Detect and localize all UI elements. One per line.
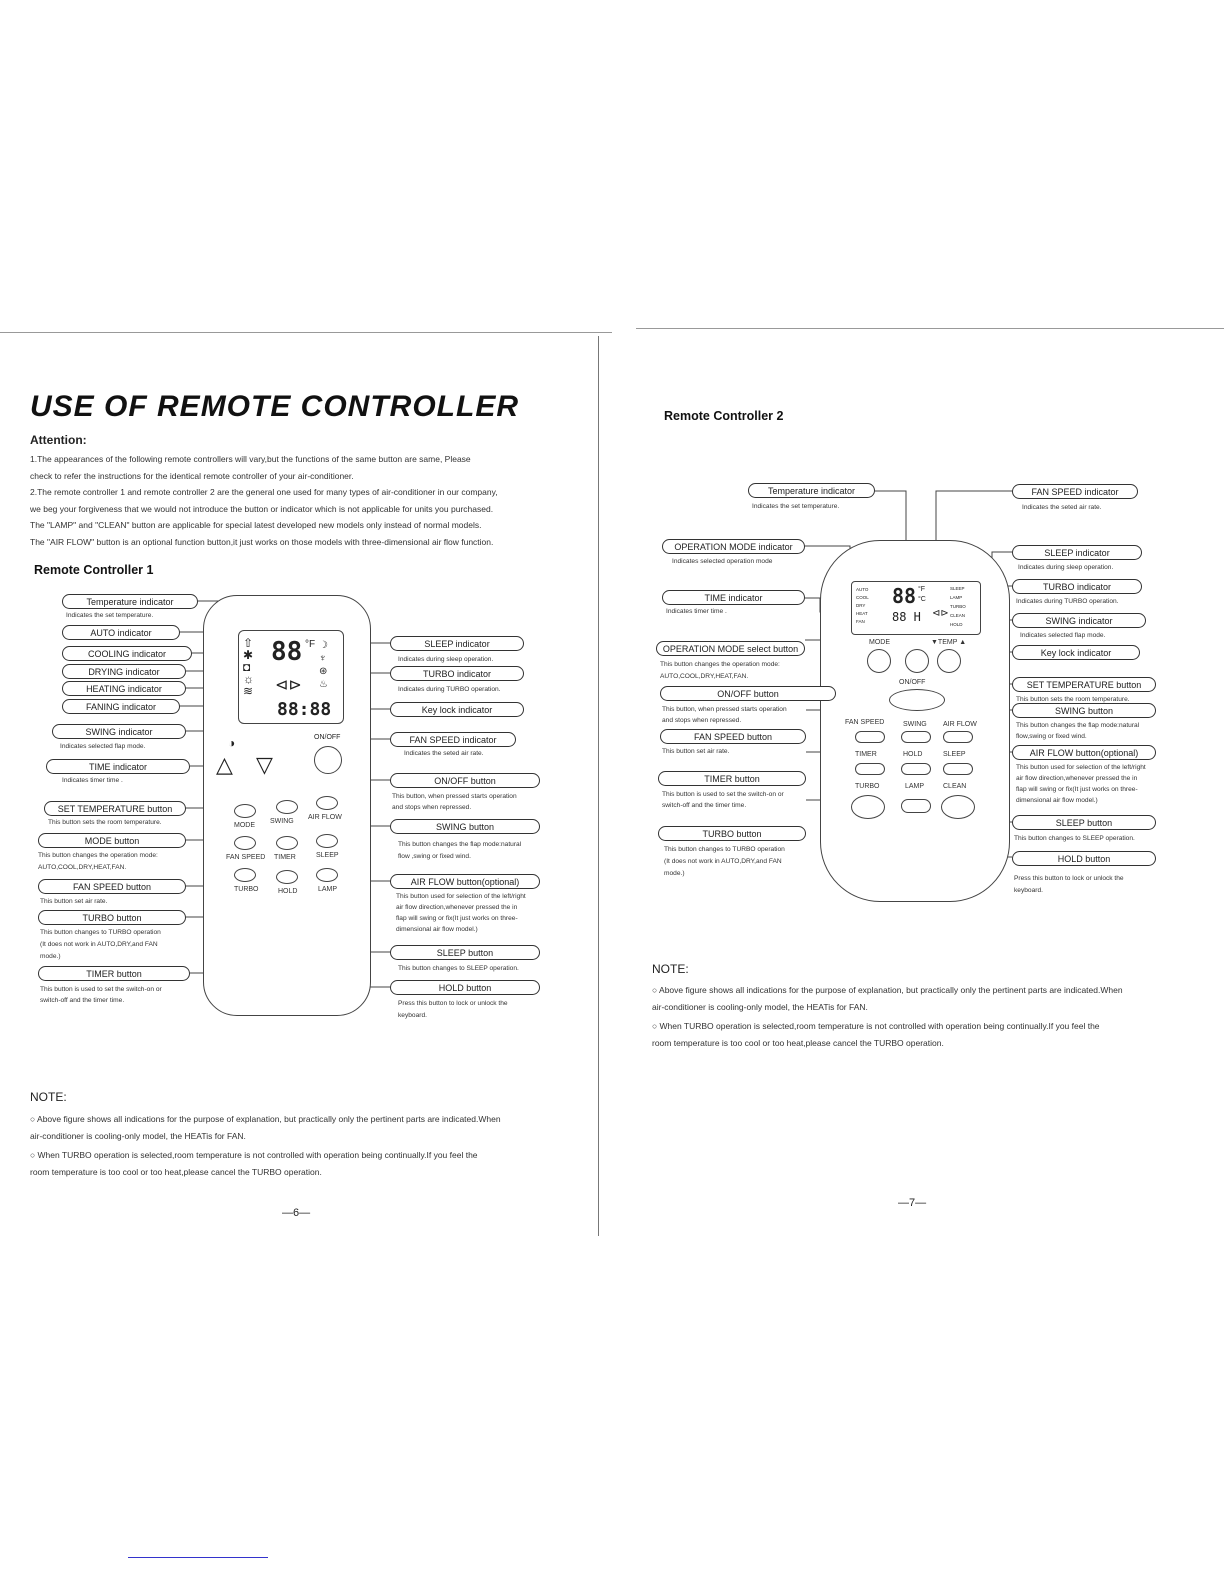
rc1-hold-button-desc1: Press this button to lock or unlock the [398, 1000, 508, 1007]
note-heading-right: NOTE: [652, 962, 689, 976]
rc2-onoff-button-label: ON/OFF button [660, 686, 836, 701]
rc1-settemp-button-label: SET TEMPERATURE button [44, 801, 186, 816]
remote-controller-1 [203, 595, 371, 1016]
rc2-swing-indicator-desc: Indicates selected flap mode. [1020, 632, 1106, 639]
rc2-timer-button-label: TIMER button [658, 771, 806, 786]
note-line: room temperature is too cool or too heat,please cancel the TURBO operation. [652, 1038, 944, 1048]
rc2-temp-indicator-desc: Indicates the set temperature. [752, 503, 840, 510]
rc2-airflow-button-desc2: air flow direction,whenever pressed the in [1016, 775, 1138, 782]
rc1-sleep-button[interactable] [316, 834, 338, 848]
rc1-fanspeed-label: FAN SPEED [226, 854, 266, 861]
rc2-turbo-label: TURBO [855, 783, 880, 790]
rc1-hold-label: HOLD [278, 888, 298, 895]
temp-down-button[interactable]: ▽ [256, 752, 273, 777]
rc1-turbo-button-desc2: (It does not work in AUTO,DRY,and FAN [40, 941, 158, 948]
rc1-temp-indicator-label: Temperature indicator [62, 594, 198, 609]
rc2-temp-down-button[interactable] [905, 649, 929, 673]
rc1-lamp-button[interactable] [316, 868, 338, 882]
rc2-keylock-indicator-label: Key lock indicator [1012, 645, 1140, 660]
rc1-hold-button[interactable] [276, 870, 298, 884]
rc1-fanspeed-button-label: FAN SPEED button [38, 879, 186, 894]
rc1-lcd-unit: °F [305, 639, 316, 650]
rc2-mode-list: AUTO COOL DRY HEAT FAN [856, 587, 869, 624]
rc1-mode-icons: ⇧ ✱ ◘ ☼ ≋ [243, 636, 254, 698]
fan-swing-icon: ⊲⊳ [275, 677, 302, 694]
rc1-mode-label: MODE [234, 822, 255, 829]
rc1-timer-button-label: TIMER button [38, 966, 190, 981]
rc2-hold-button[interactable] [901, 763, 931, 775]
rc1-airflow-button-label: AIR FLOW button(optional) [390, 874, 540, 889]
rc1-lcd-temp: 88 [271, 637, 303, 667]
rc1-drying-indicator-label: DRYING indicator [62, 664, 186, 679]
rc2-hold-button-desc1: Press this button to lock or unlock the [1014, 875, 1124, 882]
rc1-sleep-button-desc: This button changes to SLEEP operation. [398, 965, 519, 972]
rc1-swing-indicator-desc: Indicates selected flap mode. [60, 743, 146, 750]
rc2-lcd-temp: 88 [892, 584, 917, 608]
rc1-turbo-indicator-desc: Indicates during TURBO operation. [398, 686, 501, 693]
rc1-sleep-button-label: SLEEP button [390, 945, 540, 960]
rc2-lcd-unit-c: °C [918, 596, 926, 603]
temp-up-button[interactable]: △ [216, 752, 233, 777]
note-line: air-conditioner is cooling-only model, the HEATis for FAN. [652, 1002, 868, 1012]
rc2-lcd [851, 581, 981, 635]
rc2-sleep-button-label: SLEEP button [1012, 815, 1156, 830]
remote-controller-2 [820, 540, 1010, 902]
rc2-swing-button-desc2: flow,swing or fixed wind. [1016, 733, 1087, 740]
rc1-turbo-button[interactable] [234, 868, 256, 882]
note-line: room temperature is too cool or too heat,please cancel the TURBO operation. [30, 1167, 322, 1177]
rc1-time-indicator-desc: Indicates timer time . [62, 777, 123, 784]
rc2-swing-indicator-label: SWING indicator [1012, 613, 1146, 628]
rc1-timer-label: TIMER [274, 854, 296, 861]
rc2-temp-up-button[interactable] [937, 649, 961, 673]
rc1-turbo-button-desc1: This button changes to TURBO operation [40, 929, 161, 936]
rc2-opmode-indicator-desc: Indicates selected operation mode [672, 558, 773, 565]
rc1-hold-button-label: HOLD button [390, 980, 540, 995]
rc1-fanspeed-indicator-label: FAN SPEED indicator [390, 732, 516, 747]
rc2-side-list: SLEEP LAMP TURBO CLEAN HOLD [950, 586, 966, 627]
page-number-right: —7— [898, 1197, 927, 1209]
rc2-turbo-button[interactable] [851, 795, 885, 819]
rc1-cooling-indicator-label: COOLING indicator [62, 646, 192, 661]
rc2-clean-label: CLEAN [943, 783, 967, 790]
rc1-onoff-button-desc2: and stops when repressed. [392, 804, 472, 811]
rc1-sleep-indicator-desc: Indicates during sleep operation. [398, 656, 494, 663]
rc1-swing-label: SWING [270, 818, 294, 825]
attention-heading: Attention: [30, 433, 87, 447]
rc2-turbo-button-desc1: This button changes to TURBO operation [664, 846, 785, 853]
rc2-sleep-label: SLEEP [943, 751, 966, 758]
rc2-swing-button[interactable] [901, 731, 931, 743]
rc2-airflow-label: AIR FLOW [943, 721, 977, 728]
rc1-heating-indicator-label: HEATING indicator [62, 681, 186, 696]
rc1-lamp-label: LAMP [318, 886, 338, 893]
rc1-hold-button-desc2: keyboard. [398, 1012, 427, 1019]
rc1-fanspeed-button-desc: This button set air rate. [40, 898, 108, 905]
attention-line: check to refer the instructions for the identical remote controller of your air-conditioner. [30, 470, 354, 481]
rc1-swing-button[interactable] [276, 800, 298, 814]
rc1-airflow-button[interactable] [316, 796, 338, 810]
rc2-swing-button-label: SWING button [1012, 703, 1156, 718]
rc1-swing-indicator-label: SWING indicator [52, 724, 186, 739]
rc1-sleep-label: SLEEP [316, 852, 339, 859]
rc2-mode-button[interactable] [867, 649, 891, 673]
rc2-hold-button-label: HOLD button [1012, 851, 1156, 866]
rc1-timer-button-desc2: switch-off and the timer time. [40, 997, 125, 1004]
rc2-lcd-unit-f: °F [918, 586, 926, 593]
rc2-settemp-button-desc: This button sets the room temperature. [1016, 696, 1130, 703]
bullet-circle-icon: ○ [30, 1114, 38, 1124]
rc1-mode-button-desc2: AUTO,COOL,DRY,HEAT,FAN. [38, 864, 127, 871]
rc2-airflow-button-desc4: dimensional air flow model.) [1016, 797, 1098, 804]
rc2-sleep-button[interactable] [943, 763, 973, 775]
rc2-onoff-button-desc2: and stops when repressed. [662, 717, 742, 724]
rc2-hold-label: HOLD [903, 751, 923, 758]
rc2-onoff-button[interactable] [889, 689, 945, 711]
rc2-onoff-label: ON/OFF [899, 679, 926, 686]
rc2-airflow-button-desc1: This button used for selection of the left/right [1016, 764, 1146, 771]
rc1-fanspeed-indicator-desc: Indicates the seted air rate. [404, 750, 484, 757]
rc2-temp-label: ▼TEMP ▲ [931, 639, 967, 646]
attention-line: 2.The remote controller 1 and remote controller 2 are the general one used for many types of air-conditioner in our company, [30, 487, 498, 497]
attention-line: The "LAMP" and "CLEAN" button are applicable for special latest developed new models only instead of normal models. [30, 520, 482, 530]
rc2-sleep-indicator-label: SLEEP indicator [1012, 545, 1142, 560]
rc2-lamp-label: LAMP [905, 783, 925, 790]
rc2-heading: Remote Controller 2 [664, 409, 784, 423]
rc1-swing-button-label: SWING button [390, 819, 540, 834]
rc1-heading: Remote Controller 1 [34, 563, 154, 577]
rc2-swing-button-desc1: This button changes the flap mode:natural [1016, 722, 1140, 729]
rc2-temp-indicator-label: Temperature indicator [748, 483, 875, 498]
rc2-settemp-button-label: SET TEMPERATURE button [1012, 677, 1156, 692]
rc1-timer-button[interactable] [276, 836, 298, 850]
rc2-timer-label: TIMER [855, 751, 877, 758]
rc2-time-indicator-desc: Indicates timer time . [666, 608, 727, 615]
rc2-sleep-indicator-desc: Indicates during sleep operation. [1018, 564, 1114, 571]
rc2-fanspeed-label: FAN SPEED [845, 719, 885, 726]
note-text-left [30, 1111, 570, 1183]
rc2-timer-button-desc2: switch-off and the timer time. [662, 802, 747, 809]
rc1-turbo-button-desc3: mode.) [40, 953, 61, 960]
rc2-fanspeed-button-desc: This button set air rate. [662, 748, 730, 755]
note-text-right [652, 982, 1192, 1054]
rc1-onoff-label: ON/OFF [314, 734, 341, 741]
rc2-fanspeed-button-label: FAN SPEED button [660, 729, 806, 744]
rc1-sleep-indicator-label: SLEEP indicator [390, 636, 524, 651]
bullet-circle-icon: ○ [652, 1021, 660, 1031]
rc1-swing-button-desc1: This button changes the flap mode:natural [398, 841, 522, 848]
rc1-airflow-button-desc3: flap will swing or fix(It just works on three- [396, 915, 518, 922]
rc1-airflow-label: AIR FLOW [308, 814, 342, 821]
note-heading-left: NOTE: [30, 1090, 67, 1104]
note-line: When TURBO operation is selected,room temperature is not controlled with operation being continually.If you feel the [37, 1150, 478, 1160]
rc1-airflow-button-desc2: air flow direction,whenever pressed the in [396, 904, 518, 911]
rc1-swing-button-desc2: flow ,swing or fixed wind. [398, 853, 471, 860]
rc2-timer-button-desc1: This button is used to set the switch-on or [662, 791, 784, 798]
rc1-mode-button-desc1: This button changes the operation mode: [38, 852, 158, 859]
page-title: USE OF REMOTE CONTROLLER [30, 390, 519, 423]
rc1-onoff-button-label: ON/OFF button [390, 773, 540, 788]
rc1-time-indicator-label: TIME indicator [46, 759, 190, 774]
rc1-mode-button[interactable] [234, 804, 256, 818]
rc2-clean-button[interactable] [941, 795, 975, 819]
rc2-time-indicator-label: TIME indicator [662, 590, 805, 605]
rc1-airflow-button-desc1: This button used for selection of the left/right [396, 893, 526, 900]
page-number-left: —6— [282, 1207, 311, 1219]
rc2-sleep-button-desc: This button changes to SLEEP operation. [1014, 835, 1135, 842]
infrared-icon: ◑ [228, 736, 236, 750]
rc2-opmode-button-desc1: This button changes the operation mode: [660, 661, 780, 668]
rc2-hold-button-desc2: keyboard. [1014, 887, 1043, 894]
rc2-turbo-button-desc2: (It does not work in AUTO,DRY,and FAN [664, 858, 782, 865]
bullet-circle-icon: ○ [652, 985, 660, 995]
rc2-airflow-button-label: AIR FLOW button(optional) [1012, 745, 1156, 760]
note-line: Above figure shows all indications for the purpose of explanation, but practically only the pertinent parts are indicated.When [659, 985, 1123, 995]
rc1-side-icons: ☽ ♆ ⊛ ♨ [319, 640, 328, 690]
rc2-turbo-button-label: TURBO button [658, 826, 806, 841]
fan-swing-icon: ⊲⊳ [932, 608, 949, 619]
rc1-keylock-indicator-label: Key lock indicator [390, 702, 524, 717]
rc1-onoff-button[interactable] [314, 746, 342, 774]
attention-line: 1.The appearances of the following remote controllers will vary,but the functions of the same button are same, Please [30, 454, 471, 464]
rc2-turbo-button-desc3: mode.) [664, 870, 685, 877]
attention-line: The "AIR FLOW" button is an optional function button,it just works on those models with three-dimensional air flow function. [30, 536, 494, 547]
note-line: Above figure shows all indications for the purpose of explanation, but practically only the pertinent parts are indicated.When [37, 1114, 501, 1124]
rc2-onoff-button-desc1: This button, when pressed starts operation [662, 706, 787, 713]
rc2-fanspeed-indicator-label: FAN SPEED indicator [1012, 484, 1138, 499]
rc2-opmode-indicator-label: OPERATION MODE indicator [662, 539, 805, 554]
rc1-lcd-time: 88:88 [277, 699, 332, 720]
rc2-timer-button[interactable] [855, 763, 885, 775]
rc1-faning-indicator-label: FANING indicator [62, 699, 180, 714]
rc1-fanspeed-button[interactable] [234, 836, 256, 850]
rc2-lcd-time: 88 H [892, 610, 921, 624]
rc1-temp-indicator-desc: Indicates the set temperature. [66, 612, 154, 619]
rc2-fanspeed-button[interactable] [855, 731, 885, 743]
rc1-turbo-button-label: TURBO button [38, 910, 186, 925]
rc1-timer-button-desc1: This button is used to set the switch-on or [40, 986, 162, 993]
rc2-opmode-button-desc2: AUTO,COOL,DRY,HEAT,FAN. [660, 673, 749, 680]
rc2-mode-label: MODE [869, 639, 890, 646]
rc1-mode-button-label: MODE button [38, 833, 186, 848]
note-line: When TURBO operation is selected,room temperature is not controlled with operation being continually.If you feel the [659, 1021, 1100, 1031]
rc2-airflow-button[interactable] [943, 731, 973, 743]
attention-line: we beg your forgiveness that we would not introduce the button or indicator which is not applicable for units you purchased. [30, 503, 494, 514]
rc2-fanspeed-indicator-desc: Indicates the seted air rate. [1022, 504, 1102, 511]
rc1-settemp-button-desc: This button sets the room temperature. [48, 819, 162, 826]
bullet-circle-icon: ○ [30, 1150, 38, 1160]
rc2-swing-label: SWING [903, 721, 927, 728]
rc1-auto-indicator-label: AUTO indicator [62, 625, 180, 640]
rc1-turbo-label: TURBO [234, 886, 259, 893]
rc2-lamp-button[interactable] [901, 799, 931, 813]
rc2-turbo-indicator-desc: Indicates during TURBO operation. [1016, 598, 1119, 605]
rc1-lcd [238, 630, 344, 724]
rc1-turbo-indicator-label: TURBO indicator [390, 666, 524, 681]
rc2-airflow-button-desc3: flap will swing or fix(It just works on three- [1016, 786, 1138, 793]
rc2-opmode-button-label: OPERATION MODE select button [656, 641, 805, 656]
note-line: air-conditioner is cooling-only model, the HEATis for FAN. [30, 1131, 246, 1141]
rc1-onoff-button-desc1: This button, when pressed starts operation [392, 793, 517, 800]
rc2-turbo-indicator-label: TURBO indicator [1012, 579, 1142, 594]
rc1-airflow-button-desc4: dimensional air flow model.) [396, 926, 478, 933]
